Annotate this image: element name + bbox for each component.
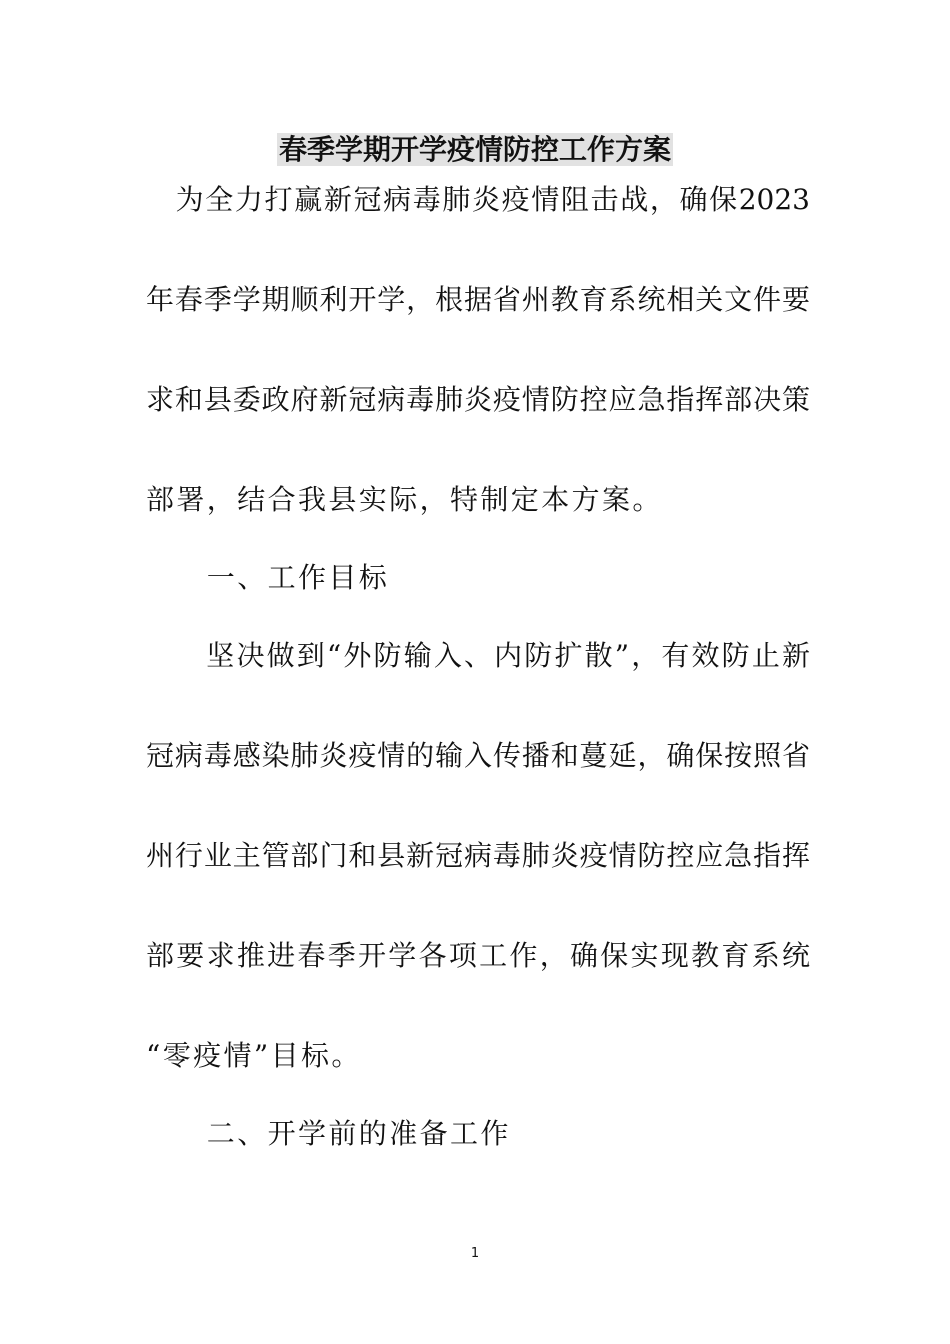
document-title: [0, 130, 950, 170]
paragraph-line: 部要求推进春季开学各项工作，确保实现教育系统: [146, 939, 810, 972]
paragraph-line: “零疫情”目标。: [146, 1039, 362, 1072]
paragraph-line: 为全力打赢新冠病毒肺炎疫情阻击战，确保2023: [146, 183, 810, 216]
page-number: 1: [470, 1246, 480, 1261]
section-heading: 二、开学前的准备工作: [146, 1117, 511, 1150]
paragraph-line: 坚决做到“外防输入、内防扩散”，有效防止新: [146, 639, 810, 672]
paragraph-line: 部署，结合我县实际，特制定本方案。: [146, 483, 663, 516]
section-heading: 一、工作目标: [146, 561, 390, 594]
paragraph-line: 求和县委政府新冠病毒肺炎疫情防控应急指挥部决策: [146, 383, 810, 416]
paragraph-line: 年春季学期顺利开学，根据省州教育系统相关文件要: [146, 283, 810, 316]
paragraph-line: 冠病毒感染肺炎疫情的输入传播和蔓延，确保按照省: [146, 739, 810, 772]
document-title-text: 春季学期开学疫情防控工作方案: [278, 133, 671, 166]
paragraph-line: 州行业主管部门和县新冠病毒肺炎疫情防控应急指挥: [146, 839, 810, 872]
